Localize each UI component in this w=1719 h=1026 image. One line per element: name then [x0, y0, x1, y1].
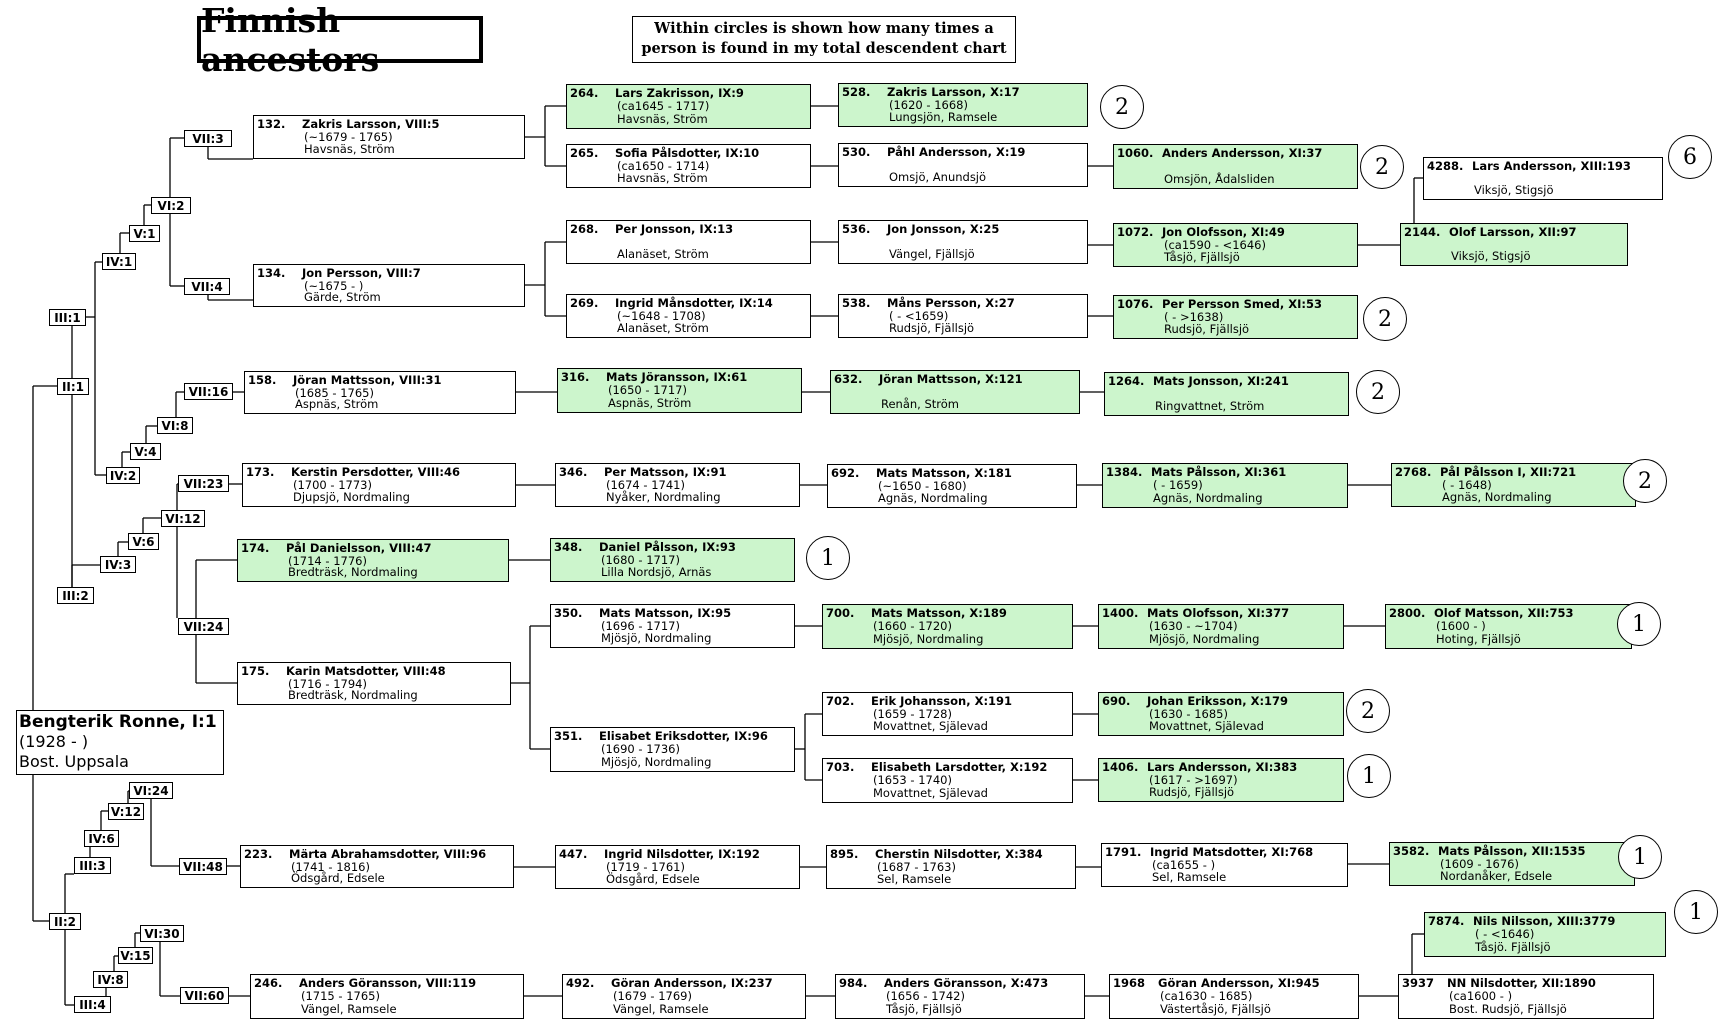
person-place: Havsnäs, Ström	[304, 142, 395, 156]
person-place: Movattnet, Själevad	[1149, 719, 1264, 733]
person-dates: ( - <1659)	[889, 309, 949, 323]
generation-label: V:12	[108, 803, 144, 820]
count-circle: 1	[1618, 835, 1662, 879]
person-number: 703.	[826, 760, 855, 774]
person-box[interactable]	[250, 974, 524, 1019]
person-number: 692.	[831, 466, 860, 480]
person-name: Mats Jonsson, XI:241	[1153, 374, 1289, 388]
person-box[interactable]	[1424, 912, 1666, 957]
person-box[interactable]	[1104, 372, 1349, 416]
person-name: Måns Persson, X:27	[887, 296, 1015, 310]
person-name: Anders Göransson, VIII:119	[299, 976, 477, 990]
person-name: Sofia Pålsdotter, IX:10	[615, 146, 760, 160]
generation-label: VII:48	[179, 858, 227, 875]
person-name: Ingrid Månsdotter, IX:14	[615, 296, 773, 310]
person-box[interactable]	[1113, 295, 1358, 339]
person-place: Aspnäs, Ström	[295, 397, 379, 411]
person-box[interactable]	[240, 845, 514, 888]
generation-label: II:2	[49, 913, 81, 930]
person-place: Rudsjö, Fjällsjö	[1164, 322, 1250, 336]
person-name: Pål Pålsson I, XII:721	[1440, 465, 1577, 479]
generation-label: VI:2	[151, 197, 191, 214]
person-number: 702.	[826, 694, 855, 708]
person-number: 1384.	[1106, 465, 1143, 479]
person-box[interactable]	[1098, 692, 1344, 736]
person-box[interactable]	[242, 463, 516, 507]
person-place: Alanäset, Ström	[617, 247, 709, 261]
person-number: 1968	[1113, 976, 1146, 990]
legend-note-line2: person is found in my total descendent chart	[641, 40, 1007, 57]
person-name: Mats Pålsson, XII:1535	[1438, 844, 1586, 858]
person-dates: ( - >1638)	[1164, 310, 1224, 324]
person-box[interactable]	[237, 539, 509, 582]
person-dates: (1609 - 1676)	[1440, 857, 1519, 871]
person-dates: (1653 - 1740)	[873, 773, 952, 787]
person-name: Påhl Andersson, X:19	[887, 145, 1026, 159]
person-dates: (~1675 - )	[304, 279, 364, 293]
person-dates: (~1648 - 1708)	[617, 309, 706, 323]
person-dates: (1690 - 1736)	[601, 742, 680, 756]
person-place: Havsnäs, Ström	[617, 171, 708, 185]
generation-label: VII:16	[184, 383, 233, 400]
person-box[interactable]	[237, 662, 511, 705]
person-place: Omsjön, Ådalsliden	[1164, 172, 1275, 186]
person-number: 2144.	[1404, 225, 1441, 239]
person-box[interactable]	[838, 83, 1088, 127]
person-number: 268.	[570, 222, 599, 236]
person-dates: (1719 - 1761)	[606, 860, 685, 874]
person-number: 447.	[559, 847, 588, 861]
person-box[interactable]	[822, 692, 1073, 736]
person-box[interactable]	[557, 368, 802, 413]
person-box[interactable]	[827, 464, 1077, 508]
person-name: Jon Olofsson, XI:49	[1162, 225, 1285, 239]
person-number: 538.	[842, 296, 871, 310]
person-name: Mats Matsson, X:181	[876, 466, 1012, 480]
person-box[interactable]	[1391, 463, 1636, 507]
person-name: Märta Abrahamsdotter, VIII:96	[289, 847, 487, 861]
count-circle: 1	[1347, 754, 1391, 798]
person-box[interactable]	[1400, 223, 1628, 266]
person-number: 1406.	[1102, 760, 1139, 774]
person-place: Viksjö, Stigsjö	[1451, 249, 1531, 263]
count-circle: 2	[1360, 145, 1404, 189]
person-place: Viksjö, Stigsjö	[1474, 183, 1554, 197]
person-box[interactable]	[1423, 157, 1663, 200]
person-dates: (1680 - 1717)	[601, 553, 680, 567]
root-place: Bost. Uppsala	[19, 752, 129, 771]
person-number: 173.	[246, 465, 275, 479]
person-number: 1060.	[1117, 146, 1154, 160]
person-number: 1072.	[1117, 225, 1154, 239]
person-name: Per Matsson, IX:91	[604, 465, 727, 479]
person-box[interactable]	[1113, 223, 1358, 267]
person-box[interactable]	[838, 143, 1088, 187]
person-box[interactable]	[244, 371, 516, 414]
person-number: 316.	[561, 370, 590, 384]
person-place: Sel, Ramsele	[877, 872, 952, 886]
root-person-box[interactable]	[16, 710, 224, 775]
person-place: Nyåker, Nordmaling	[606, 490, 721, 504]
person-place: Vängel, Ramsele	[301, 1002, 397, 1016]
person-number: 223.	[244, 847, 273, 861]
person-box[interactable]	[566, 84, 811, 129]
person-place: Nordanåker, Edsele	[1440, 869, 1553, 883]
person-name: Göran Andersson, IX:237	[611, 976, 773, 990]
generation-label: VI:24	[129, 782, 173, 799]
person-name: Anders Andersson, XI:37	[1162, 146, 1323, 160]
person-dates: (1600 - )	[1436, 619, 1486, 633]
person-box[interactable]	[1389, 842, 1635, 886]
person-dates: (1700 - 1773)	[293, 478, 372, 492]
person-number: 1791.	[1105, 845, 1142, 859]
person-box[interactable]	[838, 294, 1088, 338]
person-number: 1400.	[1102, 606, 1139, 620]
person-number: 492.	[566, 976, 595, 990]
person-dates: ( - 1659)	[1153, 478, 1203, 492]
person-name: Erik Johansson, X:191	[871, 694, 1013, 708]
count-circle: 2	[1356, 370, 1400, 414]
person-name: Nils Nilsson, XIII:3779	[1473, 914, 1616, 928]
person-box[interactable]	[253, 264, 525, 307]
generation-label: IV:2	[106, 467, 140, 484]
person-dates: (1650 - 1717)	[608, 383, 687, 397]
chart-title: Finnish ancestors	[197, 16, 483, 63]
person-place: Agnäs, Nordmaling	[1153, 491, 1263, 505]
person-name: Elisabet Eriksdotter, IX:96	[599, 729, 768, 743]
person-box[interactable]	[838, 220, 1088, 264]
person-box[interactable]	[550, 604, 795, 648]
person-name: Lars Andersson, XI:383	[1147, 760, 1298, 774]
person-place: Renån, Ström	[881, 397, 960, 411]
person-name: Pål Danielsson, VIII:47	[286, 541, 432, 555]
generation-label: VII:4	[184, 278, 230, 295]
person-dates: (1714 - 1776)	[288, 554, 367, 568]
generation-label: VII:3	[184, 130, 232, 147]
count-circle: 2	[1363, 297, 1407, 341]
count-circle: 6	[1668, 135, 1712, 179]
person-place: Bredträsk, Nordmaling	[288, 688, 418, 702]
person-dates: (1674 - 1741)	[606, 478, 685, 492]
person-box[interactable]	[566, 220, 811, 264]
generation-label: V:1	[129, 225, 160, 242]
person-box[interactable]	[550, 727, 795, 772]
person-number: 175.	[241, 664, 270, 678]
person-dates: (1617 - >1697)	[1149, 773, 1238, 787]
person-number: 2768.	[1395, 465, 1432, 479]
person-box[interactable]	[1385, 604, 1632, 649]
person-name: Mats Matsson, X:189	[871, 606, 1007, 620]
person-dates: (ca1645 - 1717)	[617, 99, 710, 113]
generation-label: III:1	[49, 309, 86, 326]
person-name: Kerstin Persdotter, VIII:46	[291, 465, 461, 479]
person-dates: ( - 1648)	[1442, 478, 1492, 492]
person-number: 264.	[570, 86, 599, 100]
person-name: Olof Larsson, XII:97	[1449, 225, 1577, 239]
person-place: Vängel, Fjällsjö	[889, 247, 975, 261]
person-place: Rudsjö, Fjällsjö	[1149, 785, 1235, 799]
person-name: Jon Jonsson, X:25	[887, 222, 1000, 236]
person-number: 1264.	[1108, 374, 1145, 388]
person-name: Jon Persson, VIII:7	[302, 266, 421, 280]
person-place: Tåsjö, Fjällsjö	[886, 1002, 962, 1016]
person-number: 1076.	[1117, 297, 1154, 311]
person-number: 4288.	[1427, 159, 1464, 173]
person-box[interactable]	[835, 974, 1085, 1019]
person-place: Omsjö, Anundsjö	[889, 170, 987, 184]
person-place: Ringvattnet, Ström	[1155, 399, 1265, 413]
root-name: Bengterik Ronne, I:1	[19, 712, 217, 732]
generation-label: IV:8	[93, 971, 128, 988]
person-place: Mjösjö, Nordmaling	[601, 755, 712, 769]
person-box[interactable]	[555, 845, 800, 889]
person-name: Cherstin Nilsdotter, X:384	[875, 847, 1043, 861]
person-place: Tåsjö, Fjällsjö	[1164, 250, 1240, 264]
generation-label: VII:23	[178, 475, 229, 492]
person-dates: (ca1650 - 1714)	[617, 159, 710, 173]
person-name: Mats Matsson, IX:95	[599, 606, 732, 620]
generation-label: III:3	[74, 857, 111, 874]
person-box[interactable]	[1109, 974, 1359, 1019]
person-box[interactable]	[555, 463, 800, 507]
person-box[interactable]	[1398, 974, 1654, 1019]
count-circle: 1	[806, 536, 850, 580]
person-dates: (ca1590 - <1646)	[1164, 238, 1266, 252]
person-number: 350.	[554, 606, 583, 620]
generation-label: IV:3	[100, 556, 136, 573]
person-dates: (~1679 - 1765)	[304, 130, 393, 144]
person-box[interactable]	[822, 604, 1073, 649]
person-place: Alanäset, Ström	[617, 321, 709, 335]
person-name: Per Persson Smed, XI:53	[1162, 297, 1323, 311]
person-place: Mjösjö, Nordmaling	[1149, 632, 1260, 646]
count-circle: 2	[1100, 85, 1144, 129]
person-number: 530.	[842, 145, 871, 159]
person-box[interactable]	[550, 538, 795, 582]
person-box[interactable]	[1098, 758, 1344, 802]
person-name: Mats Olofsson, XI:377	[1147, 606, 1290, 620]
person-dates: (ca1600 - )	[1449, 989, 1513, 1003]
person-box[interactable]	[253, 115, 525, 159]
generation-label: VI:12	[161, 510, 205, 527]
person-place: Agnäs, Nordmaling	[1442, 490, 1552, 504]
person-dates: (ca1655 - )	[1152, 858, 1216, 872]
person-number: 265.	[570, 146, 599, 160]
person-place: Movattnet, Själevad	[873, 719, 988, 733]
person-name: Mats Pålsson, XI:361	[1151, 465, 1287, 479]
person-place: Tåsjö. Fjällsjö	[1475, 940, 1551, 954]
count-circle: 2	[1346, 689, 1390, 733]
root-dates: (1928 - )	[19, 732, 89, 751]
generation-label: V:6	[128, 533, 159, 550]
legend-note-line1: Within circles is shown how many times a	[654, 20, 994, 37]
person-place: Hoting, Fjällsjö	[1436, 632, 1521, 646]
person-number: 3937	[1402, 976, 1435, 990]
person-number: 269.	[570, 296, 599, 310]
person-name: Lars Zakrisson, IX:9	[615, 86, 744, 100]
person-number: 346.	[559, 465, 588, 479]
person-name: Göran Andersson, XI:945	[1158, 976, 1320, 990]
person-name: Daniel Pålsson, IX:93	[599, 540, 736, 554]
person-place: Lungsjön, Ramsele	[889, 110, 998, 124]
person-name: Ingrid Matsdotter, XI:768	[1150, 845, 1314, 859]
person-name: Johan Eriksson, X:179	[1147, 694, 1289, 708]
person-place: Djupsjö, Nordmaling	[293, 490, 410, 504]
person-box[interactable]	[822, 758, 1073, 803]
person-box[interactable]	[1113, 144, 1358, 189]
generation-label: V:4	[130, 443, 161, 460]
person-place: Agnäs, Nordmaling	[878, 491, 988, 505]
person-name: Elisabeth Larsdotter, X:192	[871, 760, 1048, 774]
person-dates: (1715 - 1765)	[301, 989, 380, 1003]
person-dates: (1656 - 1742)	[886, 989, 965, 1003]
person-number: 528.	[842, 85, 871, 99]
person-number: 7874.	[1428, 914, 1465, 928]
count-circle: 1	[1617, 602, 1661, 646]
generation-label: III:2	[57, 587, 94, 604]
person-dates: (1630 - 1685)	[1149, 707, 1228, 721]
generation-label: III:4	[74, 996, 111, 1013]
person-dates: (1679 - 1769)	[613, 989, 692, 1003]
person-name: NN Nilsdotter, XII:1890	[1447, 976, 1596, 990]
generation-label: IV:6	[84, 830, 119, 847]
person-box[interactable]	[1098, 604, 1344, 649]
person-place: Vängel, Ramsele	[613, 1002, 709, 1016]
generation-label: II:1	[57, 378, 89, 395]
person-name: Ingrid Nilsdotter, IX:192	[604, 847, 760, 861]
person-place: Västertåsjö, Fjällsjö	[1160, 1002, 1271, 1016]
person-dates: (1716 - 1794)	[288, 677, 367, 691]
person-box[interactable]	[1101, 843, 1348, 887]
person-place: Mjösjö, Nordmaling	[601, 631, 712, 645]
person-place: Rudsjö, Fjällsjö	[889, 321, 975, 335]
person-number: 2800.	[1389, 606, 1426, 620]
generation-label: V:15	[118, 947, 153, 964]
person-name: Mats Jöransson, IX:61	[606, 370, 748, 384]
person-dates: (1660 - 1720)	[873, 619, 952, 633]
person-dates: (1630 - ~1704)	[1149, 619, 1238, 633]
person-dates: (1620 - 1668)	[889, 98, 968, 112]
person-number: 632.	[834, 372, 863, 386]
person-number: 895.	[830, 847, 859, 861]
person-dates: ( - <1646)	[1475, 927, 1535, 941]
generation-label: VII:24	[178, 618, 229, 635]
person-box[interactable]	[830, 370, 1080, 414]
person-number: 984.	[839, 976, 868, 990]
person-dates: (1696 - 1717)	[601, 619, 680, 633]
person-dates: (ca1630 - 1685)	[1160, 989, 1253, 1003]
person-name: Jöran Mattsson, X:121	[879, 372, 1023, 386]
person-number: 700.	[826, 606, 855, 620]
generation-label: VII:60	[180, 987, 229, 1004]
person-place: Ödsgård, Edsele	[606, 872, 700, 886]
person-place: Aspnäs, Ström	[608, 396, 692, 410]
person-place: Movattnet, Själevad	[873, 786, 988, 800]
person-name: Karin Matsdotter, VIII:48	[286, 664, 446, 678]
person-number: 174.	[241, 541, 270, 555]
person-dates: (~1650 - 1680)	[878, 479, 967, 493]
person-box[interactable]	[566, 294, 811, 338]
generation-label: VI:8	[157, 417, 193, 434]
person-name: Lars Andersson, XIII:193	[1472, 159, 1631, 173]
legend-note	[632, 16, 1016, 63]
person-dates: (1741 - 1816)	[291, 860, 370, 874]
person-number: 134.	[257, 266, 286, 280]
person-dates: (1687 - 1763)	[877, 860, 956, 874]
person-number: 351.	[554, 729, 583, 743]
person-place: Mjösjö, Nordmaling	[873, 632, 984, 646]
person-name: Anders Göransson, X:473	[884, 976, 1049, 990]
person-place: Sel, Ramsele	[1152, 870, 1227, 884]
count-circle: 1	[1674, 890, 1718, 934]
person-place: Havsnäs, Ström	[617, 112, 708, 126]
person-name: Jöran Mattsson, VIII:31	[293, 373, 442, 387]
person-number: 3582.	[1393, 844, 1430, 858]
person-box[interactable]	[562, 974, 806, 1019]
person-box[interactable]	[826, 845, 1076, 889]
person-number: 158.	[248, 373, 277, 387]
person-name: Zakris Larsson, VIII:5	[302, 117, 440, 131]
person-dates: (1685 - 1765)	[295, 386, 374, 400]
person-number: 536.	[842, 222, 871, 236]
person-name: Olof Matsson, XII:753	[1434, 606, 1574, 620]
person-number: 246.	[254, 976, 283, 990]
person-box[interactable]	[1102, 463, 1348, 508]
count-circle: 2	[1623, 459, 1667, 503]
person-place: Ödsgård, Edsele	[291, 871, 385, 885]
person-place: Gärde, Ström	[304, 290, 381, 304]
person-dates: (1659 - 1728)	[873, 707, 952, 721]
person-name: Per Jonsson, IX:13	[615, 222, 734, 236]
person-name: Zakris Larsson, X:17	[887, 85, 1020, 99]
person-number: 690.	[1102, 694, 1131, 708]
generation-label: VI:30	[140, 925, 184, 942]
person-number: 348.	[554, 540, 583, 554]
person-number: 132.	[257, 117, 286, 131]
generation-label: IV:1	[102, 253, 136, 270]
person-place: Lilla Nordsjö, Arnäs	[601, 565, 712, 579]
person-place: Bredträsk, Nordmaling	[288, 565, 418, 579]
person-box[interactable]	[566, 144, 811, 188]
person-place: Bost. Rudsjö, Fjällsjö	[1449, 1002, 1567, 1016]
